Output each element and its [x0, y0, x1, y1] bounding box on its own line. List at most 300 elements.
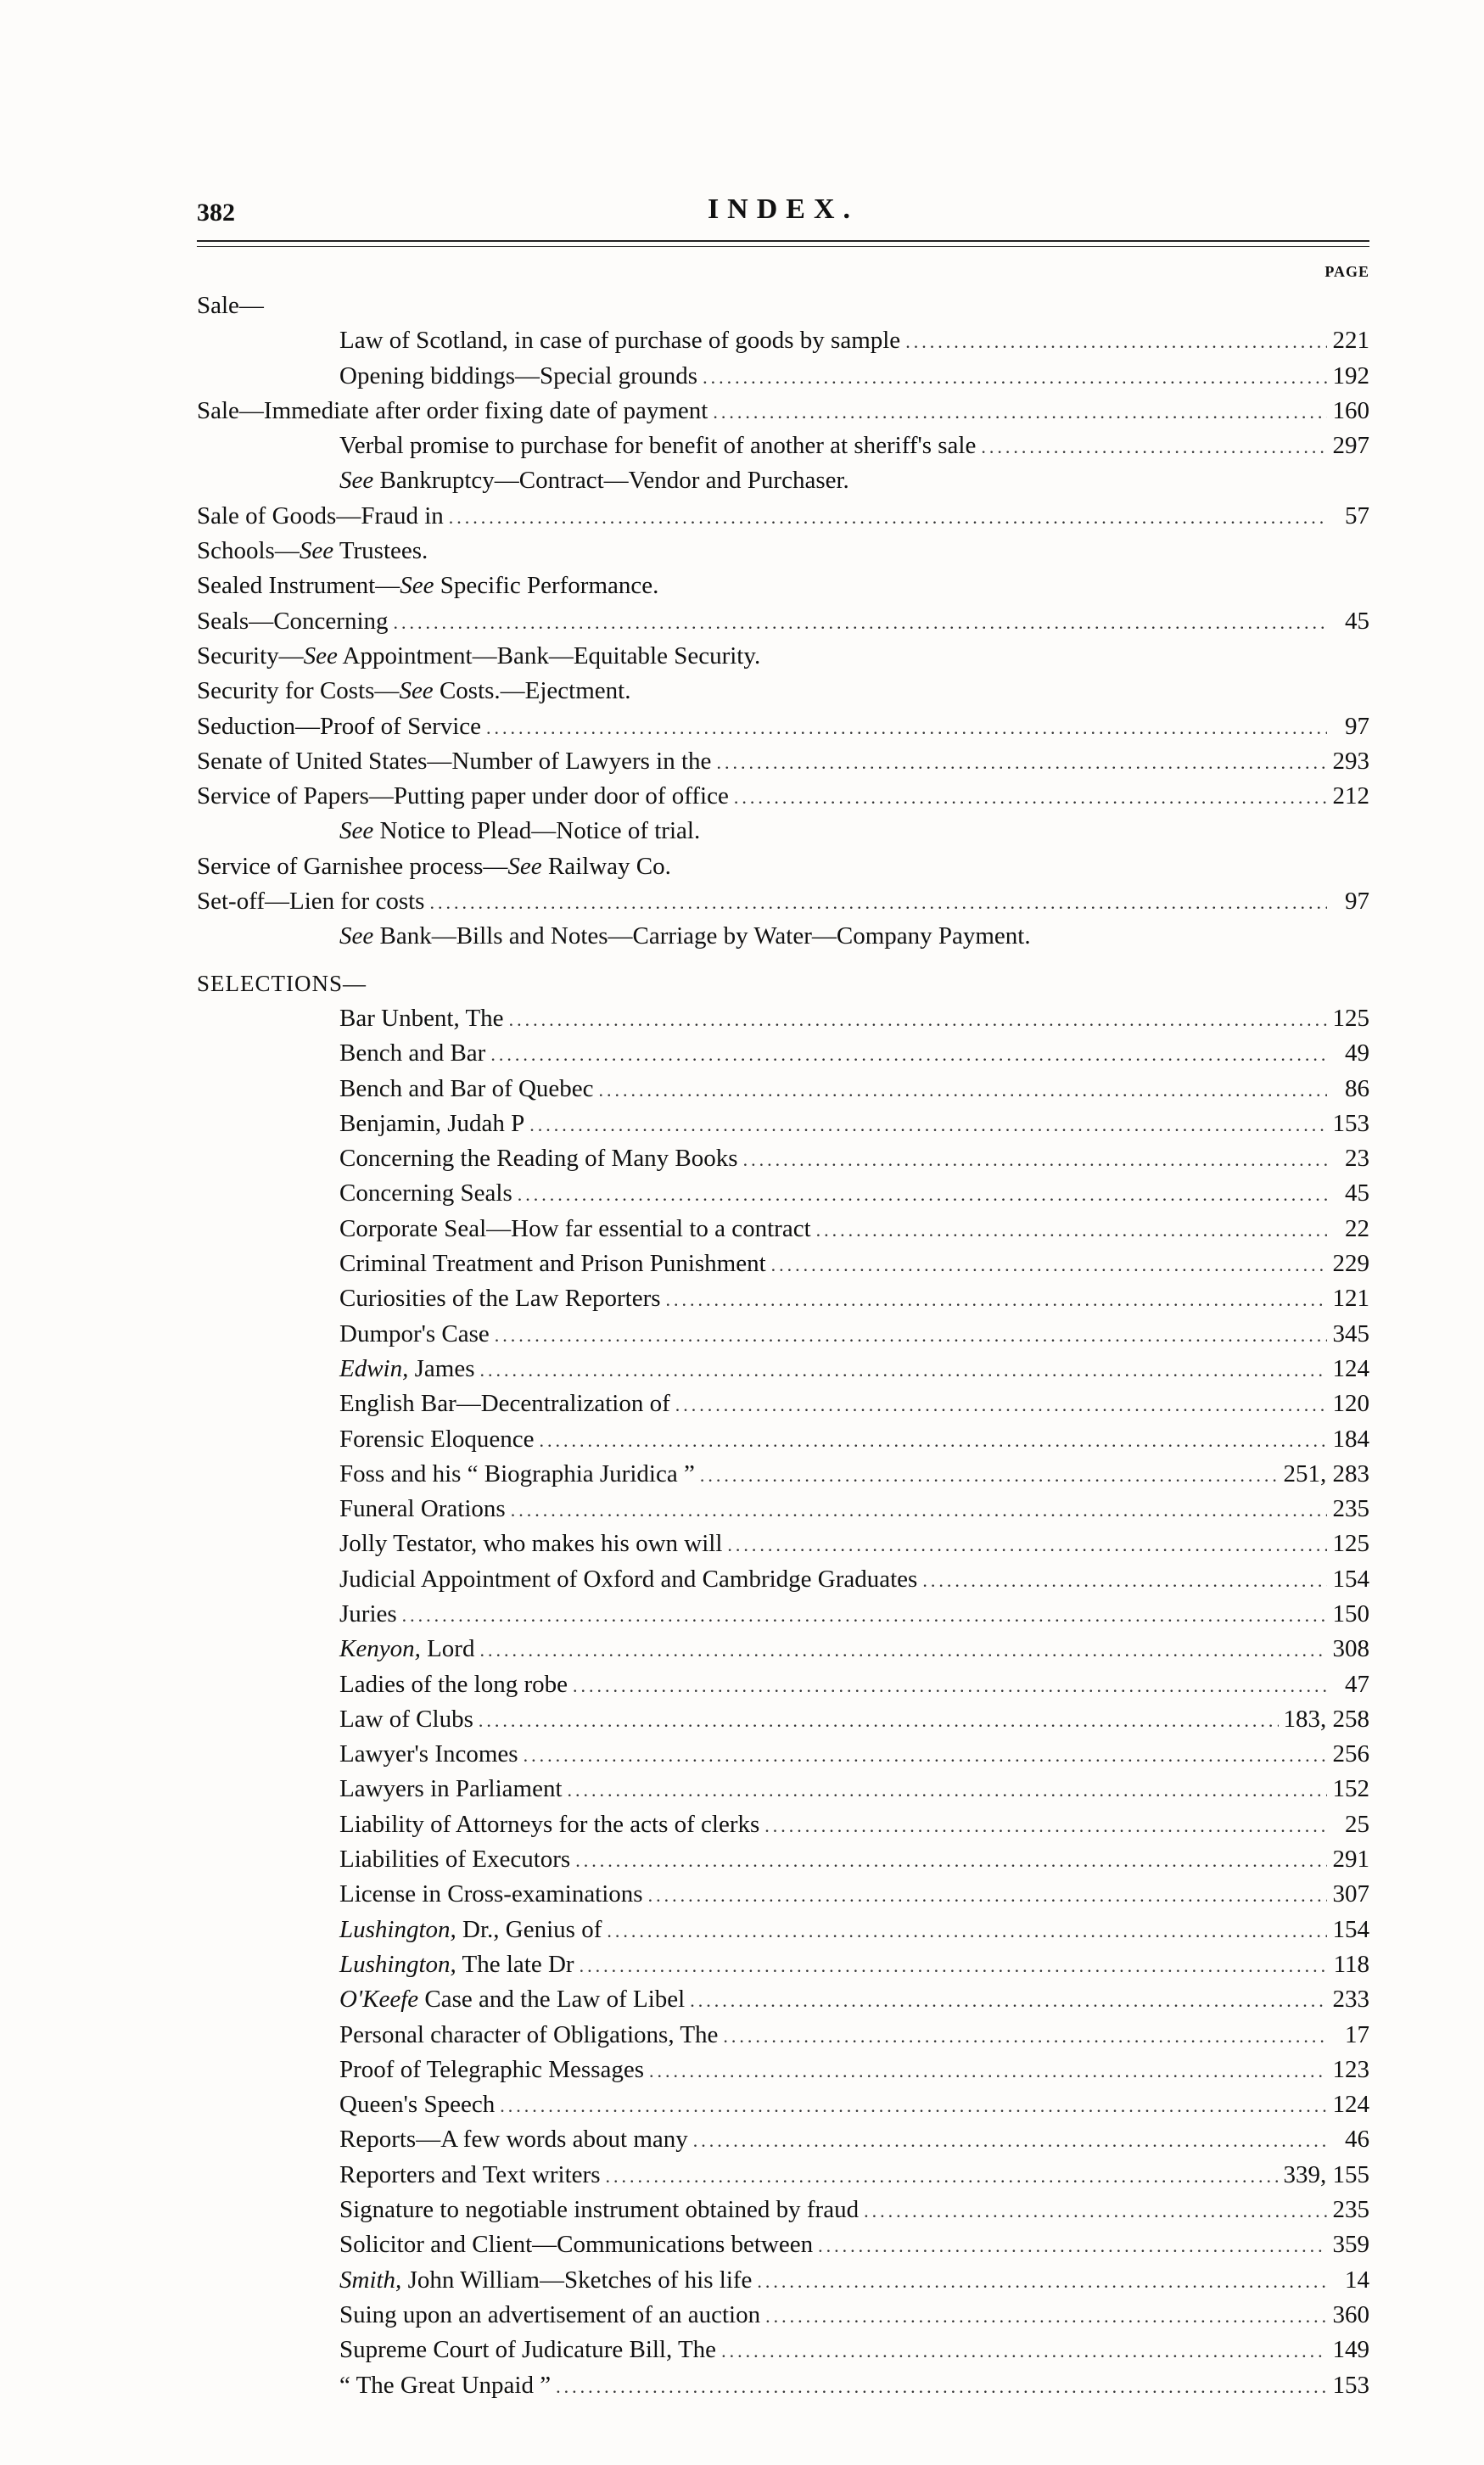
- entry-text-segment: Dumpor's Case: [339, 1319, 490, 1347]
- entry-text-segment: Verbal promise to purchase for benefit of another at sheriff's sale: [339, 432, 977, 460]
- dot-leader: [666, 1282, 1327, 1317]
- entry-page-number: 184: [1332, 1425, 1369, 1453]
- entry-page-number: 235: [1332, 2196, 1369, 2224]
- entry-page-number: 308: [1332, 1635, 1369, 1663]
- index-subentry: [197, 1281, 1369, 1316]
- entry-page-number: 47: [1345, 1670, 1369, 1698]
- entry-text-segment: O'Keefe: [339, 1986, 419, 2014]
- entry-title: [339, 429, 976, 463]
- entry-text-segment: See: [400, 572, 434, 600]
- entry-title: [339, 1947, 574, 1982]
- entry-text-segment: Service of Papers—Putting paper under door of office: [197, 782, 729, 810]
- entry-text-segment: Opening biddings—Special grounds: [339, 361, 698, 389]
- index-subentry: [197, 2018, 1369, 2053]
- entry-page-number: 154: [1332, 1915, 1369, 1943]
- index-entry: [197, 534, 1369, 569]
- dot-leader: [771, 1247, 1327, 1282]
- entry-page-number: 192: [1332, 361, 1369, 389]
- entry-page-number: 149: [1332, 2336, 1369, 2364]
- entry-title: [339, 2263, 752, 2298]
- entry-page-number: 49: [1345, 1039, 1369, 1067]
- entry-page-number: 57: [1345, 501, 1369, 529]
- entry-text-segment: Seals—Concerning: [197, 607, 389, 635]
- dot-leader: [479, 1703, 1279, 1738]
- entry-page-number: 45: [1345, 607, 1369, 635]
- index-subentry: [197, 1001, 1369, 1036]
- index-subentry: [197, 2368, 1369, 2403]
- index-subentry: [197, 1667, 1369, 1702]
- dot-leader: [606, 2159, 1279, 2193]
- entry-page-number: 251, 283: [1283, 1459, 1369, 1487]
- entry-title: [197, 289, 264, 323]
- entry-text-segment: Specific Performance.: [434, 572, 659, 600]
- index-subentry: [197, 1877, 1369, 1912]
- entry-text-segment: Smith,: [339, 2266, 402, 2294]
- entry-text-segment: Seduction—Proof of Service: [197, 712, 482, 740]
- entry-title: [197, 744, 711, 779]
- index-entry: [197, 884, 1369, 919]
- dot-leader: [556, 2369, 1327, 2404]
- entry-text-segment: English Bar—Decentralization of: [339, 1390, 670, 1418]
- index-subentry: [197, 1527, 1369, 1561]
- entry-text-segment: Liability of Attorneys for the acts of clerks: [339, 1810, 760, 1838]
- dot-leader: [765, 2299, 1327, 2333]
- entry-page-number: 45: [1345, 1179, 1369, 1207]
- dot-leader: [500, 2088, 1327, 2123]
- entry-text-segment: Trustees.: [333, 537, 428, 565]
- entry-text-segment: Lushington,: [339, 1915, 456, 1943]
- entry-page-number: 124: [1332, 2091, 1369, 2119]
- entry-title: [339, 1457, 695, 1492]
- entry-text-segment: Judicial Appointment of Oxford and Cambridge Graduates: [339, 1565, 918, 1593]
- entry-page-number: 235: [1332, 1495, 1369, 1523]
- dot-leader: [734, 780, 1327, 815]
- index-subentry: [197, 1387, 1369, 1421]
- entry-page-number: 124: [1332, 1354, 1369, 1382]
- index-subentry: [197, 1106, 1369, 1141]
- dot-leader: [449, 500, 1327, 535]
- entry-title: [339, 1842, 570, 1877]
- index-entry: [197, 744, 1369, 779]
- dot-leader: [649, 2053, 1327, 2088]
- index-subentry: [197, 2263, 1369, 2298]
- entry-title: [339, 1072, 594, 1106]
- entry-text-segment: See: [303, 641, 338, 669]
- entry-page-number: 339, 155: [1283, 2160, 1369, 2188]
- entry-text-segment: License in Cross-examinations: [339, 1880, 643, 1908]
- entry-text-segment: Concerning the Reading of Many Books: [339, 1145, 738, 1173]
- page-number: 382: [197, 199, 235, 227]
- dot-leader: [816, 1213, 1327, 1247]
- entry-text-segment: Railway Co.: [541, 852, 671, 880]
- entry-page-number: 120: [1332, 1390, 1369, 1418]
- entry-text-segment: Case and the Law of Libel: [418, 1986, 686, 2014]
- entry-title: [339, 2053, 644, 2087]
- dot-leader: [723, 2019, 1327, 2053]
- entry-text-segment: Kenyon,: [339, 1635, 421, 1663]
- entry-title: [339, 1176, 512, 1211]
- dot-leader: [599, 1073, 1327, 1107]
- dot-leader: [495, 1318, 1327, 1353]
- index-subentry: [197, 1562, 1369, 1597]
- entry-title: [197, 499, 444, 534]
- entry-page-number: 121: [1332, 1285, 1369, 1313]
- entry-text-segment: Schools—: [197, 537, 300, 565]
- entry-text-segment: “ The Great Unpaid ”: [339, 2371, 552, 2399]
- index-subentry: [197, 919, 1369, 954]
- dot-leader: [568, 1773, 1327, 1807]
- entry-title: [339, 2368, 551, 2403]
- entry-text-segment: Appointment—Bank—Equitable Security.: [337, 641, 761, 669]
- entry-title: [339, 1562, 917, 1597]
- entry-text-segment: Sale of Goods—Fraud in: [197, 501, 444, 529]
- entry-title: [339, 1422, 535, 1457]
- entry-title: [197, 604, 389, 639]
- entry-title: [339, 1737, 518, 1772]
- dot-leader: [864, 2193, 1327, 2228]
- index-subentry: [197, 1352, 1369, 1387]
- entry-title: [339, 1317, 490, 1352]
- entry-text-segment: Corporate Seal—How far essential to a contract: [339, 1214, 811, 1242]
- dot-leader: [607, 1913, 1327, 1948]
- entry-text-segment: Forensic Eloquence: [339, 1425, 535, 1453]
- entry-title: [339, 463, 849, 498]
- page-header: [197, 193, 1369, 236]
- dot-leader: [518, 1177, 1327, 1212]
- entry-text-segment: Bench and Bar: [339, 1039, 486, 1067]
- entry-text-segment: The late Dr: [456, 1950, 574, 1978]
- index-subentry: [197, 1702, 1369, 1737]
- index-subentry: [197, 1247, 1369, 1281]
- entry-page-number: 153: [1332, 1109, 1369, 1137]
- index-subentry: [197, 1492, 1369, 1527]
- entry-title: [197, 569, 658, 603]
- entry-title: [197, 709, 481, 744]
- entry-title: [339, 1212, 811, 1247]
- entry-text-segment: Signature to negotiable instrument obtained by fraud: [339, 2196, 860, 2224]
- entry-title: [197, 779, 729, 814]
- entry-title: [339, 323, 900, 358]
- entry-page-number: 307: [1332, 1880, 1369, 1908]
- entry-text-segment: Reports—A few words about many: [339, 2126, 688, 2154]
- entry-page-number: 125: [1332, 1004, 1369, 1032]
- index-subentry: [197, 1212, 1369, 1247]
- entry-page-number: 221: [1332, 327, 1369, 355]
- index-entry: [197, 289, 1369, 323]
- entry-text-segment: See: [299, 537, 334, 565]
- entry-title: [339, 2122, 688, 2157]
- dot-leader: [429, 885, 1327, 920]
- index-subentry: [197, 1737, 1369, 1772]
- entry-text-segment: See: [339, 467, 374, 495]
- entry-page-number: 17: [1345, 2020, 1369, 2048]
- entry-title: [339, 2333, 716, 2367]
- index-subentry: [197, 1632, 1369, 1667]
- index-entry: [197, 394, 1369, 429]
- entry-text-segment: Service of Garnishee process—: [197, 852, 508, 880]
- dot-leader: [479, 1633, 1327, 1667]
- entry-page-number: 183, 258: [1283, 1705, 1369, 1733]
- index-subentry: [197, 2087, 1369, 2122]
- dot-leader: [394, 605, 1327, 640]
- dot-leader: [540, 1423, 1327, 1458]
- entry-page-number: 125: [1332, 1530, 1369, 1558]
- entry-text-segment: Edwin,: [339, 1354, 409, 1382]
- dot-leader: [713, 395, 1327, 429]
- entry-title: [339, 1001, 504, 1036]
- index-subentry: [197, 1913, 1369, 1947]
- index-entry: [197, 569, 1369, 603]
- entry-text-segment: Benjamin, Judah P: [339, 1109, 525, 1137]
- dot-leader: [764, 1808, 1327, 1843]
- index-subentry: [197, 1036, 1369, 1071]
- entry-title: [197, 639, 760, 674]
- index-subentry: [197, 359, 1369, 394]
- entry-text-segment: Set-off—Lien for costs: [197, 888, 425, 916]
- index-subentry: [197, 2193, 1369, 2227]
- index-subentry: [197, 323, 1369, 358]
- entry-page-number: 23: [1345, 1145, 1369, 1173]
- entry-title: [339, 2158, 601, 2193]
- index-subentry: [197, 1422, 1369, 1457]
- entry-text-segment: Bank—Bills and Notes—Carriage by Water—Company Payment.: [373, 922, 1031, 950]
- dot-leader: [511, 1493, 1327, 1527]
- entry-text-segment: Bankruptcy—Contract—Vendor and Purchaser.: [373, 467, 849, 495]
- entry-text-segment: Sale—Immediate after order fixing date of payment: [197, 396, 708, 424]
- dot-leader: [922, 1563, 1327, 1598]
- index-entry: [197, 966, 1369, 1001]
- entry-text-segment: Lord: [420, 1635, 475, 1663]
- index-subentry: [197, 1072, 1369, 1106]
- index-subentry: [197, 1772, 1369, 1807]
- entry-page-number: 359: [1332, 2231, 1369, 2259]
- entry-text-segment: Liabilities of Executors: [339, 1846, 571, 1874]
- entry-text-segment: Solicitor and Client—Communications between: [339, 2231, 814, 2259]
- entry-text-segment: Security for Costs—: [197, 677, 400, 705]
- entry-title: [339, 2018, 718, 2053]
- entry-text-segment: Curiosities of the Law Reporters: [339, 1285, 661, 1313]
- entry-page-number: 118: [1333, 1950, 1369, 1978]
- index-subentry: [197, 1807, 1369, 1842]
- entry-page-number: 360: [1332, 2300, 1369, 2328]
- entry-text-segment: Security—: [197, 641, 304, 669]
- dot-leader: [580, 1948, 1327, 1983]
- entry-text-segment: Lushington,: [339, 1950, 456, 1978]
- dot-leader: [818, 2228, 1327, 2263]
- dot-leader: [757, 2264, 1327, 2299]
- index-subentry: [197, 2227, 1369, 2262]
- entry-page-number: 46: [1345, 2126, 1369, 2154]
- entry-page-number: 229: [1332, 1250, 1369, 1278]
- dot-leader: [690, 1983, 1327, 2018]
- entry-text-segment: Ladies of the long robe: [339, 1670, 568, 1698]
- dot-leader: [509, 1002, 1327, 1037]
- dot-leader: [675, 1387, 1327, 1422]
- index-subentry: [197, 1317, 1369, 1352]
- entry-page-number: 150: [1332, 1599, 1369, 1627]
- index-entry: [197, 499, 1369, 534]
- entry-text-segment: Law of Clubs: [339, 1705, 473, 1733]
- header-rule-thick: [197, 240, 1369, 242]
- index-entry: [197, 604, 1369, 639]
- entry-text-segment: Costs.—Ejectment.: [433, 677, 631, 705]
- dot-leader: [693, 2123, 1327, 2158]
- dot-leader: [490, 1037, 1327, 1072]
- entry-page-number: 297: [1332, 432, 1369, 460]
- index-subentry: [197, 2298, 1369, 2333]
- page-column-label: PAGE: [1324, 263, 1369, 280]
- entry-text-segment: Jolly Testator, who makes his own will: [339, 1530, 723, 1558]
- index-subentry: [197, 1141, 1369, 1176]
- entry-title: [339, 1632, 474, 1667]
- entry-text-segment: Criminal Treatment and Prison Punishment: [339, 1250, 766, 1278]
- dot-leader: [573, 1668, 1327, 1703]
- entry-page-number: 22: [1345, 1214, 1369, 1242]
- entry-page-number: 160: [1332, 396, 1369, 424]
- entry-text-segment: Bench and Bar of Quebec: [339, 1074, 594, 1102]
- entry-text-segment: Personal character of Obligations, The: [339, 2020, 719, 2048]
- entry-page-number: 152: [1332, 1775, 1369, 1803]
- entry-text-segment: Suing upon an advertisement of an auction: [339, 2300, 761, 2328]
- entry-title: [339, 814, 700, 849]
- entry-title: [339, 1982, 685, 2017]
- index-entries: [197, 289, 1369, 2403]
- entry-title: [197, 849, 671, 884]
- entry-page-number: 256: [1332, 1740, 1369, 1768]
- entry-text-segment: See: [339, 922, 374, 950]
- entry-text-segment: John William—Sketches of his life: [401, 2266, 753, 2294]
- entry-title: [339, 359, 697, 394]
- index-subentry: [197, 2333, 1369, 2367]
- index-subentry: [197, 1176, 1369, 1211]
- entry-title: [339, 1036, 485, 1071]
- entry-text-segment: See: [507, 852, 542, 880]
- index-subentry: [197, 2158, 1369, 2193]
- dot-leader: [575, 1843, 1327, 1878]
- entry-page-number: 233: [1332, 1986, 1369, 2014]
- entry-page-number: 123: [1332, 2055, 1369, 2083]
- entry-title: [339, 1247, 766, 1281]
- entry-text-segment: Juries: [339, 1599, 397, 1627]
- entry-text-segment: James: [408, 1354, 475, 1382]
- index-subentry: [197, 1947, 1369, 1982]
- entry-text-segment: Lawyer's Incomes: [339, 1740, 518, 1768]
- index-subentry: [197, 1597, 1369, 1632]
- entry-page-number: 153: [1332, 2371, 1369, 2399]
- entry-page-number: 345: [1332, 1319, 1369, 1347]
- index-entry: [197, 849, 1369, 884]
- header-rule-thin: [197, 246, 1369, 247]
- entry-text-segment: Concerning Seals: [339, 1179, 512, 1207]
- dot-leader: [648, 1878, 1327, 1913]
- entry-text-segment: Law of Scotland, in case of purchase of goods by sample: [339, 327, 901, 355]
- dot-leader: [529, 1107, 1327, 1142]
- entry-text-segment: Reporters and Text writers: [339, 2160, 601, 2188]
- index-subentry: [197, 2053, 1369, 2087]
- entry-page-number: 212: [1332, 782, 1369, 810]
- entry-text-segment: Queen's Speech: [339, 2091, 496, 2119]
- dot-leader: [486, 710, 1327, 745]
- entry-title: [339, 1281, 661, 1316]
- entry-title: [339, 919, 1031, 954]
- dot-leader: [402, 1598, 1327, 1633]
- entry-page-number: 97: [1345, 888, 1369, 916]
- entry-page-number: 293: [1332, 747, 1369, 775]
- entry-title: [339, 1387, 670, 1421]
- entry-title: [339, 1597, 397, 1632]
- entry-title: [339, 1877, 643, 1912]
- dot-leader: [743, 1142, 1327, 1177]
- dot-leader: [721, 2333, 1327, 2368]
- entry-title: [339, 1702, 473, 1737]
- index-subentry: [197, 429, 1369, 463]
- dot-leader: [981, 429, 1327, 464]
- entry-title: [197, 966, 367, 1001]
- index-entry: [197, 639, 1369, 674]
- index-entry: [197, 709, 1369, 744]
- dot-leader: [727, 1527, 1327, 1562]
- entry-text-segment: Lawyers in Parliament: [339, 1775, 563, 1803]
- entry-title: [339, 1913, 602, 1947]
- entry-title: [339, 1352, 475, 1387]
- entry-text-segment: See: [399, 677, 434, 705]
- entry-page-number: 291: [1332, 1846, 1369, 1874]
- dot-leader: [905, 324, 1327, 359]
- index-subentry: [197, 1842, 1369, 1877]
- entry-text-segment: Supreme Court of Judicature Bill, The: [339, 2336, 717, 2364]
- entry-title: [339, 2193, 859, 2227]
- entry-title: [197, 884, 424, 919]
- entry-title: [339, 1106, 524, 1141]
- entry-title: [339, 1527, 722, 1561]
- entry-title: [339, 1492, 506, 1527]
- entry-title: [339, 1141, 738, 1176]
- index-subentry: [197, 1982, 1369, 2017]
- entry-title: [339, 2087, 495, 2122]
- entry-title: [339, 1807, 759, 1842]
- entry-title: [339, 2298, 760, 2333]
- section-gap: [197, 955, 1369, 966]
- entry-title: [339, 1667, 568, 1702]
- index-entry: [197, 674, 1369, 709]
- entry-page-number: 86: [1345, 1074, 1369, 1102]
- entry-text-segment: Funeral Orations: [339, 1495, 506, 1523]
- entry-text-segment: Sealed Instrument—: [197, 572, 400, 600]
- entry-text-segment: Senate of United States—Number of Lawyers in the: [197, 747, 712, 775]
- entry-title: [197, 534, 428, 569]
- entry-title: [197, 674, 630, 709]
- entry-text-segment: Notice to Plead—Notice of trial.: [373, 817, 701, 845]
- entry-page-number: 154: [1332, 1565, 1369, 1593]
- entry-text-segment: Dr., Genius of: [456, 1915, 602, 1943]
- entry-text-segment: Foss and his “ Biographia Juridica ”: [339, 1459, 695, 1487]
- dot-leader: [524, 1738, 1327, 1773]
- index-subentry: [197, 2122, 1369, 2157]
- index-subentry: [197, 814, 1369, 849]
- running-title: INDEX.: [707, 193, 860, 225]
- entry-title: [339, 1772, 563, 1807]
- dot-leader: [700, 1458, 1279, 1493]
- entry-page-number: 97: [1345, 712, 1369, 740]
- entry-text-segment: See: [339, 817, 374, 845]
- entry-text-segment: Sale—: [197, 292, 264, 319]
- entry-title: [197, 394, 708, 429]
- dot-leader: [703, 360, 1327, 395]
- dot-leader: [480, 1353, 1328, 1387]
- entry-text-segment: Bar Unbent, The: [339, 1004, 504, 1032]
- index-entry: [197, 779, 1369, 814]
- entry-page-number: 14: [1345, 2266, 1369, 2294]
